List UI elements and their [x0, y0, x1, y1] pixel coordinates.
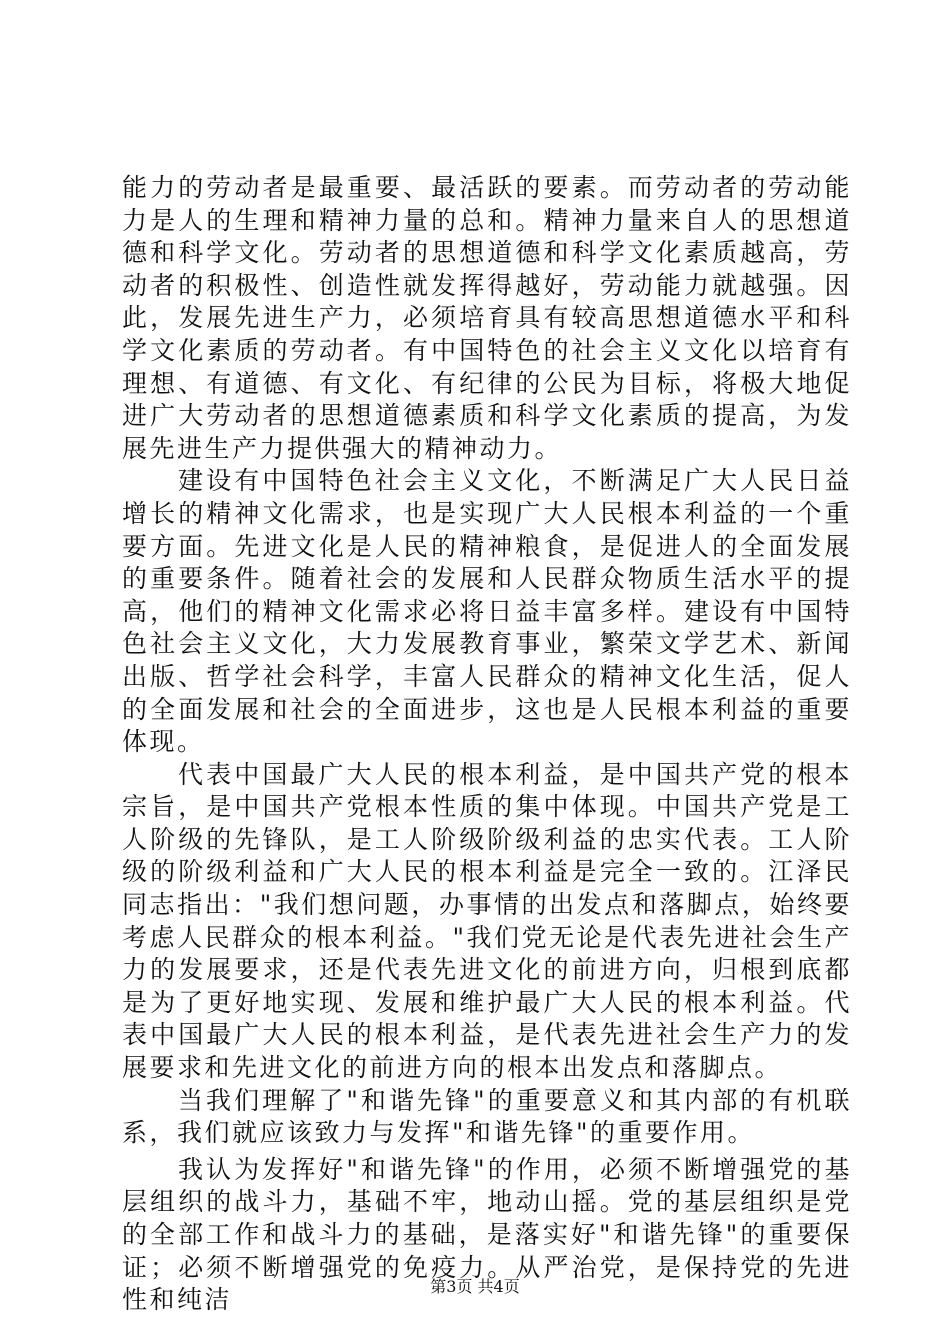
paragraph-2: 建设有中国特色社会主义文化，不断满足广大人民日益增长的精神文化需求，也是实现广大人民根本利益的一个重要方面。先进文化是人民的精神粮食，是促进人的全面发展的重要条件。随着社会的发展和人民群众物质生活水平的提高，他们的精神文化需求必将日益丰富多样。建设有中国特色社会主义文化，大力发展教育事业，繁荣文学艺术、新闻出版、哲学社会科学，丰富人民群众的精神文化生活，促人的全面发展和社会的全面进步，这也是人民根本利益的重要体现。 — [122, 466, 852, 757]
paragraph-5: 我认为发挥好"和谐先锋"的作用，必须不断增强党的基层组织的战斗力，基础不牢，地动山摇。党的基层组织是党的全部工作和战斗力的基础，是落实好"和谐先锋"的重要保证；必须不断增强党的免疫力。从严治党，是保持党的先进性和纯洁 — [122, 1154, 852, 1315]
paragraph-3: 代表中国最广大人民的根本利益，是中国共产党的根本宗旨，是中国共产党根本性质的集中体现。中国共产党是工人阶级的先锋队，是工人阶级阶级利益的忠实代表。工人阶级的阶级利益和广大人民的根本利益是完全一致的。江泽民同志指出："我们想问题，办事情的出发点和落脚点，始终要考虑人民群众的根本利益。"我们党无论是代表先进社会生产力的发展要求，还是代表先进文化的前进方向，归根到底都是为了更好地实现、发展和维护最广大人民的根本利益。代表中国最广大人民的根本利益，是代表先进社会生产力的发展要求和先进文化的前进方向的根本出发点和落脚点。 — [122, 759, 852, 1083]
document-body — [122, 172, 852, 1317]
paragraph-4: 当我们理解了"和谐先锋"的重要意义和其内部的有机联系，我们就应该致力与发挥"和谐先锋"的重要作用。 — [122, 1085, 852, 1148]
page-footer — [0, 1274, 950, 1297]
page-number-label: 第3页 共4页 — [430, 1277, 520, 1296]
paragraph-1: 能力的劳动者是最重要、最活跃的要素。而劳动者的劳动能力是人的生理和精神力量的总和。精神力量来自人的思想道德和科学文化。劳动者的思想道德和科学文化素质越高，劳动者的积极性、创造性就发挥得越好，劳动能力就越强。因此，发展先进生产力，必须培育具有较高思想道德水平和科学文化素质的劳动者。有中国特色的社会主义文化以培育有理想、有道德、有文化、有纪律的公民为目标，将极大地促进广大劳动者的思想道德素质和科学文化素质的提高，为发展先进生产力提供强大的精神动力。 — [122, 173, 852, 463]
